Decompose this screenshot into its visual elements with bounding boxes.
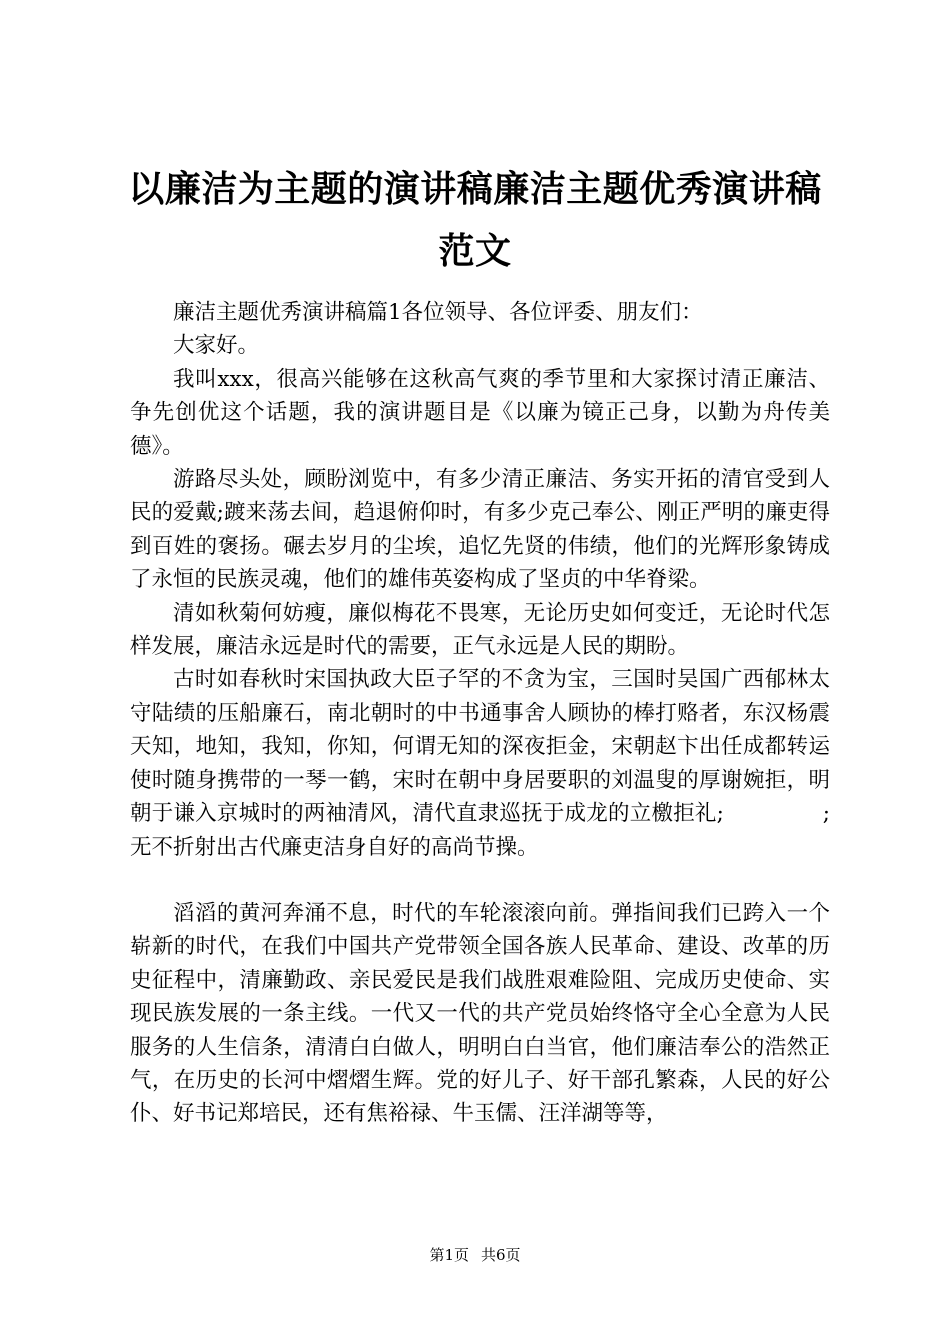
page-number-current: 第1页 — [429, 1246, 469, 1264]
paragraph-opening: 廉洁主题优秀演讲稿篇1各位领导、各位评委、朋友们： — [173, 300, 703, 325]
paragraph-ancient-examples: 古时如春秋时宋国执政大臣子罕的不贪为宝，三国时吴国广西郁林太守陆绩的压船廉石，南北朝时的中书通事舍人顾协的棒打赂者，东汉杨震天知，地知，我知，你知，何谓无知的深夜拒金，宋朝赵卞出任成都转运使时随身携带的一琴一鹤，宋时在朝中身居要职的刘温叟的厚谢婉拒，明朝于谦入京城时的两袖清风，清代直隶巡抚于成龙的立檄拒礼; ;无不折射出古代廉吏洁身自好的高尚节操。 — [130, 667, 830, 860]
paragraph-chrysanthemum: 清如秋菊何妨瘦，廉似梅花不畏寒，无论历史如何变迁，无论时代怎样发展，廉洁永远是时代的需要，正气永远是人民的期盼。 — [130, 600, 830, 660]
page-number-total: 共6页 — [481, 1246, 521, 1264]
document-body — [130, 296, 830, 1131]
paragraph-honest-officials: 游路尽头处，顾盼浏览中，有多少清正廉洁、务实开拓的清官受到人民的爱戴;踱来荡去间，趋退俯仰时，有多少克己奉公、刚正严明的廉吏得到百姓的褒扬。碾去岁月的尘埃，追忆先贤的伟绩，他们的光辉形象铸成了永恒的民族灵魂，他们的雄伟英姿构成了坚贞的中华脊梁。 — [130, 467, 830, 593]
paragraph-new-era: 滔滔的黄河奔涌不息，时代的车轮滚滚向前。弹指间我们已跨入一个崭新的时代，在我们中国共产党带领全国各族人民革命、建设、改革的历史征程中，清廉勤政、亲民爱民是我们战胜艰难险阻、完成历史使命、实现民族发展的一条主线。一代又一代的共产党员始终恪守全心全意为人民服务的人生信条，清清白白做人，明明白白当官，他们廉洁奉公的浩然正气，在历史的长河中熠熠生辉。党的好儿子、好干部孔繁森，人民的好公仆、好书记郑培民，还有焦裕禄、牛玉儒、汪洋湖等等， — [130, 900, 830, 1127]
document-title: 以廉洁为主题的演讲稿廉洁主题优秀演讲稿范文 — [128, 168, 822, 272]
paragraph-introduction: 我叫xxx，很高兴能够在这秋高气爽的季节里和大家探讨清正廉洁、争先创优这个话题，我的演讲题目是《以廉为镜正己身，以勤为舟传美德》。 — [130, 366, 830, 459]
page-footer — [0, 1245, 950, 1265]
paragraph-greeting: 大家好。 — [173, 333, 260, 359]
